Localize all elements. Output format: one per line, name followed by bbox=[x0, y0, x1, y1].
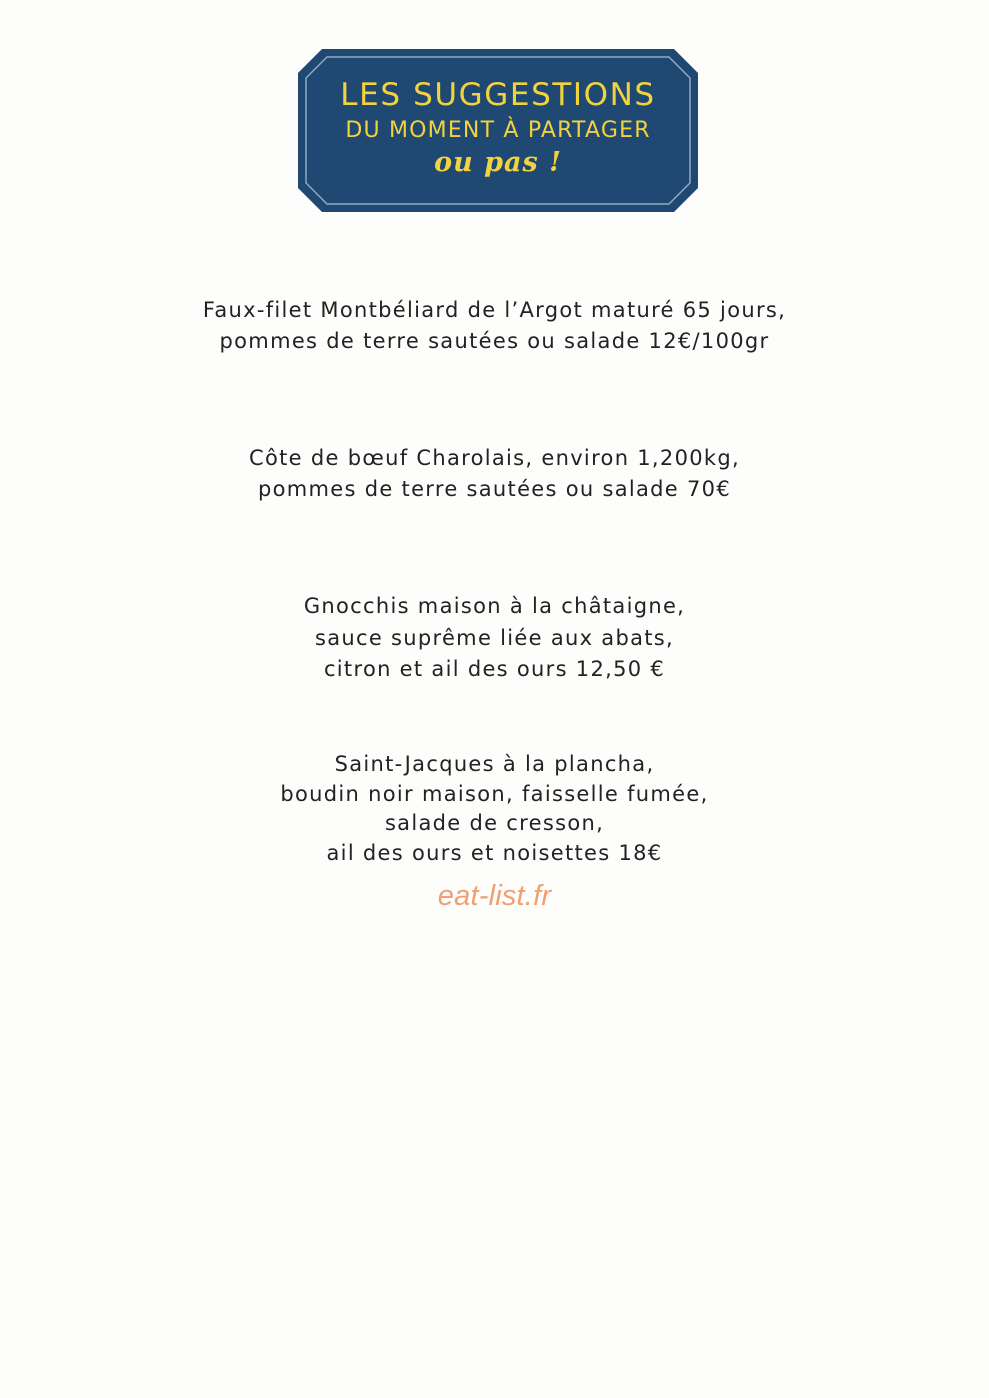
menu-item-line: Gnocchis maison à la châtaigne, bbox=[303, 594, 686, 618]
menu-item-line: sauce suprême liée aux abats, bbox=[314, 625, 675, 650]
suggestions-banner bbox=[298, 49, 698, 212]
menu-item-line: Saint-Jacques à la plancha, bbox=[334, 752, 655, 776]
banner-tagline: ou pas ! bbox=[434, 147, 562, 178]
menu-item-line: ail des ours et noisettes 18€ bbox=[326, 840, 663, 865]
menu-item-line: Faux-filet Montbéliard de l’Argot maturé 65 jours, bbox=[202, 298, 787, 322]
menu-item-line: citron et ail des ours 12,50 € bbox=[323, 657, 666, 681]
menu-item-line: Côte de bœuf Charolais, environ 1,200kg, bbox=[249, 446, 740, 470]
menu-item-gnocchis bbox=[0, 591, 989, 686]
menu-item-line: pommes de terre sautées ou salade 70€ bbox=[257, 477, 731, 501]
menu-item-cote-de-boeuf bbox=[0, 443, 989, 505]
banner-text bbox=[298, 49, 698, 212]
banner-title: LES SUGGESTIONS bbox=[340, 77, 656, 113]
menu-item-faux-filet bbox=[0, 295, 989, 357]
menu-item-line: salade de cresson, bbox=[384, 811, 605, 835]
menu-item-saint-jacques bbox=[0, 750, 989, 868]
menu-item-line: pommes de terre sautées ou salade 12€/100gr bbox=[219, 329, 770, 353]
menu-item-line: boudin noir maison, faisselle fumée, bbox=[280, 781, 709, 806]
banner-subtitle: DU MOMENT À PARTAGER bbox=[345, 118, 651, 143]
watermark-link: eat-list.fr bbox=[437, 880, 552, 912]
